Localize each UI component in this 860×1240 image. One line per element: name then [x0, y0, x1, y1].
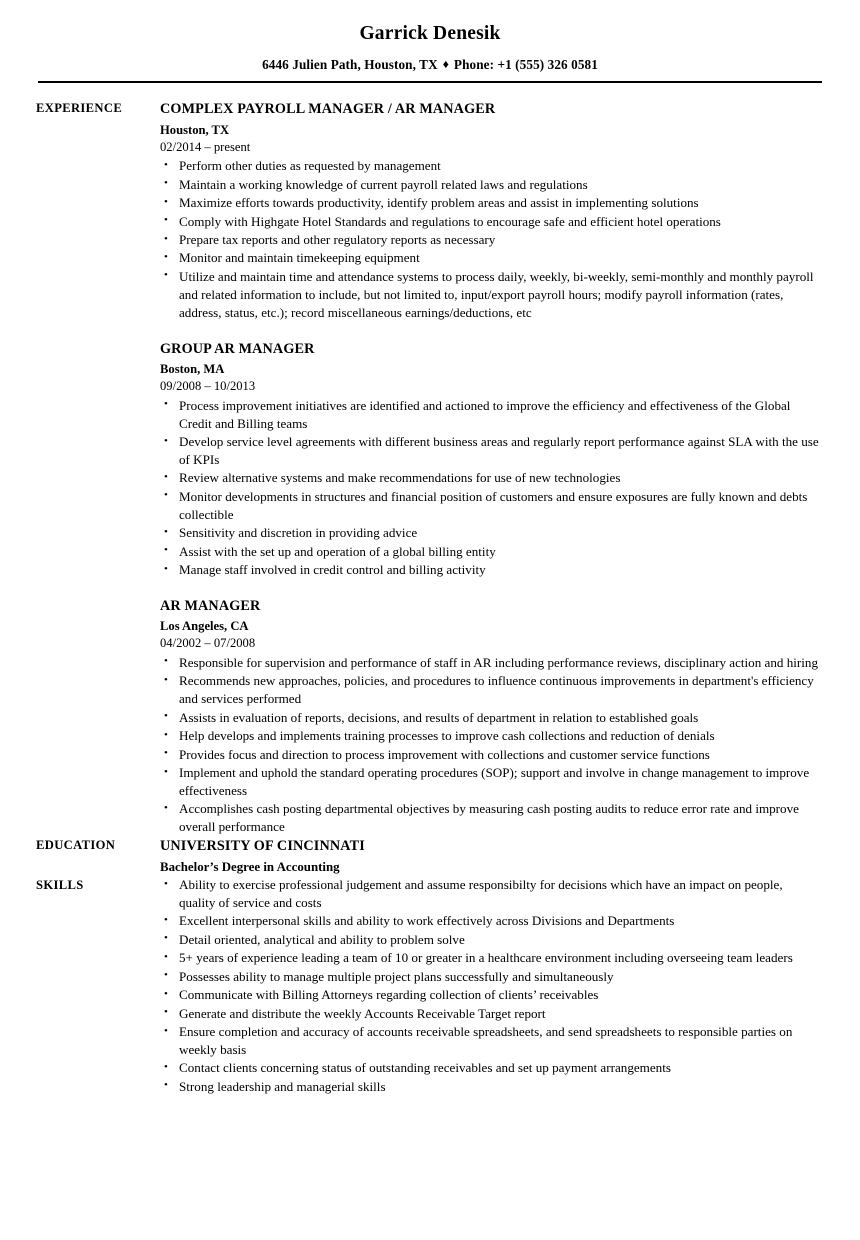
education-entry — [160, 837, 822, 876]
list-item: • Excellent interpersonal skills and ability to work effectively across Divisions and Departments — [160, 912, 822, 930]
job-responsibilities — [160, 397, 822, 579]
list-item: • Help develops and implements training processes to improve cash collections and reduction of denials — [160, 727, 822, 745]
list-item: • Accomplishes cash posting departmental objectives by measuring cash posting audits to reduce error rate and improve overall performance — [160, 800, 822, 836]
list-item: • Strong leadership and managerial skills — [160, 1078, 822, 1096]
job-responsibilities — [160, 654, 822, 836]
education-degree: Bachelor’s Degree in Accounting — [160, 860, 340, 875]
list-item: • Develop service level agreements with different business areas and regularly report performance against SLA with the use of KPIs — [160, 433, 822, 469]
list-item: • Responsible for supervision and performance of staff in AR including performance reviews, disciplinary action and hiring — [160, 654, 822, 672]
list-item: • Maintain a working knowledge of current payroll related laws and regulations — [160, 176, 822, 194]
skills-entries — [160, 876, 822, 1096]
section-skills — [36, 876, 822, 1096]
list-item: • 5+ years of experience leading a team of 10 or greater in a healthcare environment including overseeing team leaders — [160, 949, 822, 967]
list-item: • Implement and uphold the standard operating procedures (SOP); support and involve in change management to improve effectiveness — [160, 764, 822, 800]
job-title: COMPLEX PAYROLL MANAGER / AR MANAGER — [160, 101, 496, 118]
job-location: Houston, TX — [160, 122, 230, 137]
list-item: • Generate and distribute the weekly Accounts Receivable Target report — [160, 1005, 822, 1023]
list-item: • Process improvement initiatives are identified and actioned to improve the efficiency and effectiveness of the Global Credit and Billing teams — [160, 397, 822, 433]
job-title: GROUP AR MANAGER — [160, 340, 315, 357]
list-item: • Comply with Highgate Hotel Standards and regulations to encourage safe and efficient hotel operations — [160, 213, 822, 231]
contact-phone: Phone: +1 (555) 326 0581 — [453, 57, 598, 73]
resume-body — [0, 100, 860, 1096]
list-item: • Detail oriented, analytical and ability to problem solve — [160, 931, 822, 949]
list-item: • Assist with the set up and operation of a global billing entity — [160, 543, 822, 561]
list-item: • Monitor and maintain timekeeping equipment — [160, 249, 822, 267]
diamond-separator-icon: ♦ — [442, 57, 449, 72]
experience-entries — [160, 100, 822, 836]
skills-list — [160, 876, 822, 1096]
job-location: Los Angeles, CA — [160, 619, 249, 634]
list-item: • Review alternative systems and make recommendations for use of new technologies — [160, 469, 822, 487]
section-label-education: EDUCATION — [36, 837, 116, 852]
list-item: • Monitor developments in structures and financial position of customers and ensure exposures are fully known and debts collectible — [160, 488, 822, 524]
list-item: • Recommends new approaches, policies, and procedures to influence continuous improvements in department's efficiency and services performed — [160, 672, 822, 708]
job-title: AR MANAGER — [160, 598, 261, 615]
education-school: UNIVERSITY OF CINCINNATI — [160, 837, 365, 854]
job-dates: 02/2014 – present — [160, 139, 251, 154]
resume-header — [0, 0, 860, 83]
experience-entry — [160, 340, 822, 579]
contact-line — [0, 57, 860, 73]
list-item: • Ability to exercise professional judgement and assume responsibilty for decisions which have an impact on people, quality of service and costs — [160, 876, 822, 912]
list-item: • Possesses ability to manage multiple project plans successfully and simultaneously — [160, 968, 822, 986]
list-item: • Utilize and maintain time and attendance systems to process daily, weekly, bi-weekly, semi-monthly and monthly payroll and related information to include, but not limited to, input/export payroll hours; modify payroll information (rates, address, status, etc.); record miscellaneous earnings/deductions, etc — [160, 268, 822, 322]
list-item: • Prepare tax reports and other regulatory reports as necessary — [160, 231, 822, 249]
candidate-name: Garrick Denesik — [359, 23, 501, 44]
job-location: Boston, MA — [160, 362, 225, 377]
list-item: • Provides focus and direction to process improvement with collections and customer service functions — [160, 746, 822, 764]
list-item: • Perform other duties as requested by management — [160, 157, 822, 175]
list-item: • Communicate with Billing Attorneys regarding collection of clients’ receivables — [160, 986, 822, 1004]
list-item: • Assists in evaluation of reports, decisions, and results of department in relation to established goals — [160, 709, 822, 727]
job-responsibilities — [160, 157, 822, 321]
job-dates: 09/2008 – 10/2013 — [160, 378, 256, 393]
contact-address: 6446 Julien Path, Houston, TX — [262, 57, 438, 73]
job-dates: 04/2002 – 07/2008 — [160, 636, 256, 651]
experience-entry — [160, 597, 822, 836]
section-education — [36, 837, 822, 876]
header-divider — [38, 81, 822, 83]
list-item: • Manage staff involved in credit control and billing activity — [160, 561, 822, 579]
list-item: • Maximize efforts towards productivity, identify problem areas and assist in implementing solutions — [160, 194, 822, 212]
section-experience — [36, 100, 822, 836]
list-item: • Sensitivity and discretion in providing advice — [160, 524, 822, 542]
section-label-experience: EXPERIENCE — [36, 101, 123, 116]
list-item: • Ensure completion and accuracy of accounts receivable spreadsheets, and send spreadsheets to responsible parties on weekly basis — [160, 1023, 822, 1059]
experience-entry — [160, 100, 822, 321]
list-item: • Contact clients concerning status of outstanding receivables and set up payment arrangements — [160, 1059, 822, 1077]
section-label-skills: SKILLS — [36, 878, 84, 893]
